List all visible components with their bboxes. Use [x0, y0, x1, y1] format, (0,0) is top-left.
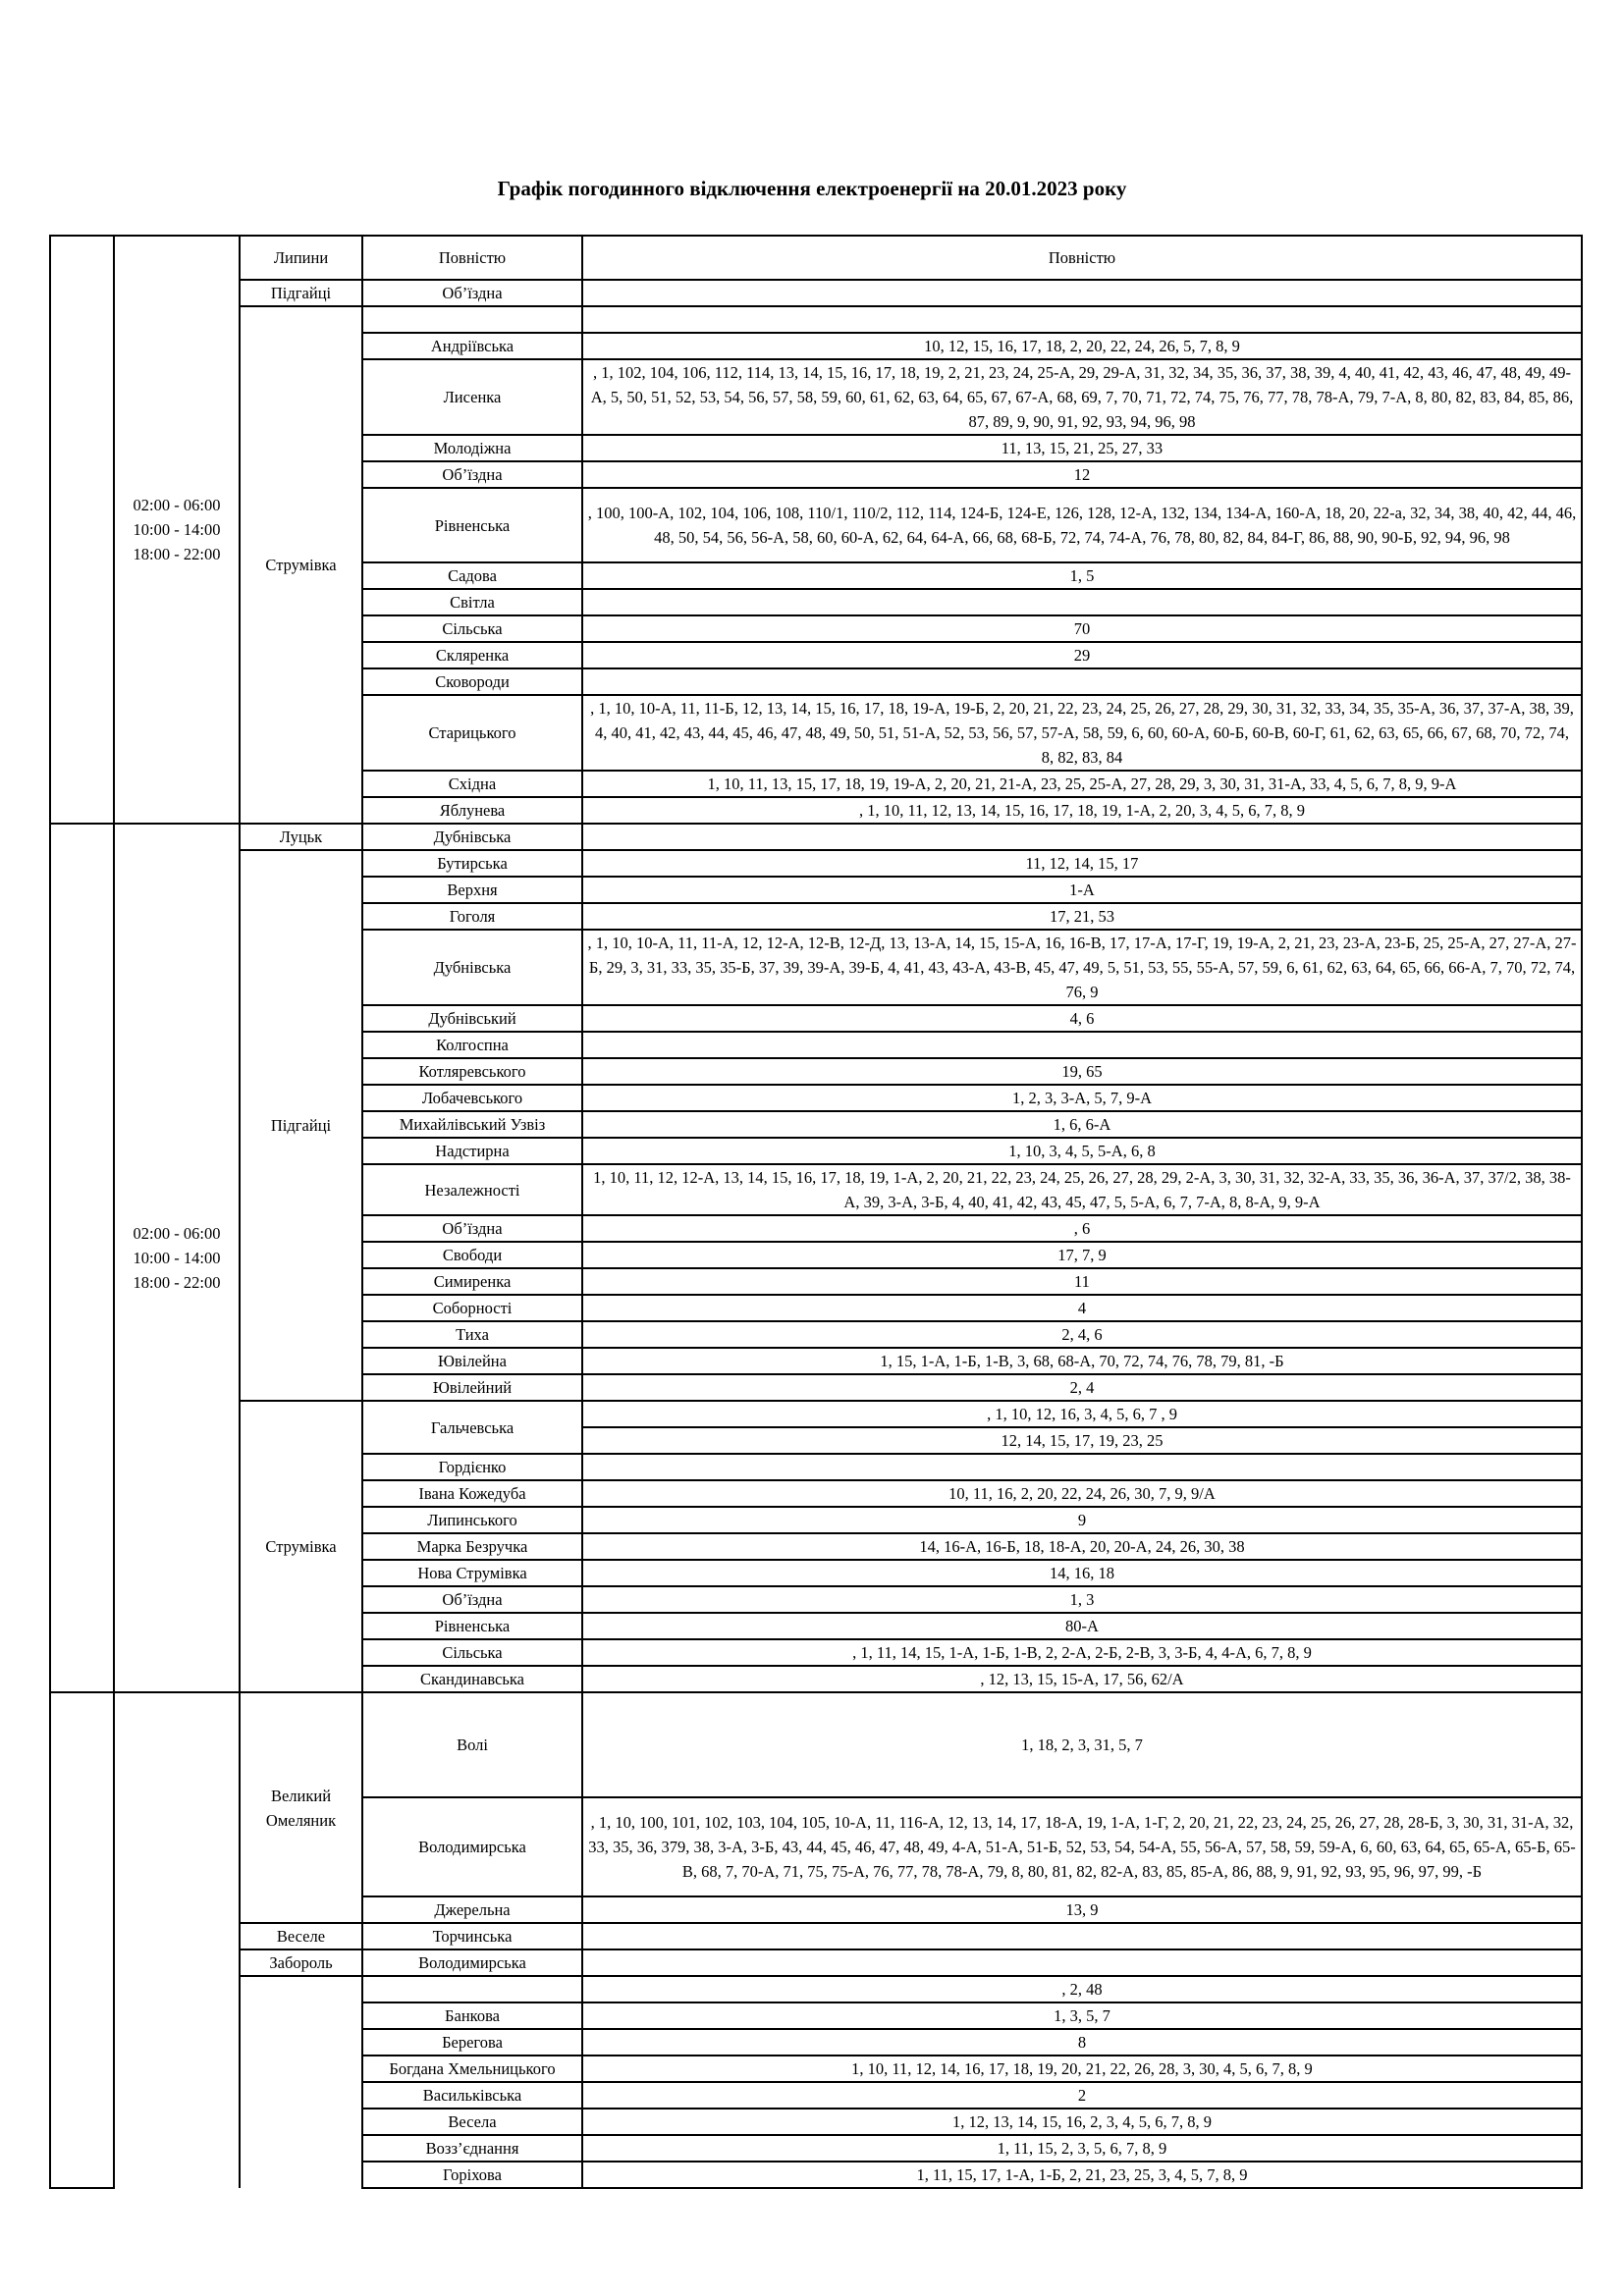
- page-title: Графік погодинного відключення електроенергії на 20.01.2023 року: [497, 177, 1127, 200]
- house-numbers-cell: , 2, 48: [582, 1976, 1582, 2002]
- street-cell: Соборності: [362, 1295, 582, 1321]
- house-numbers-cell: 1, 5: [582, 562, 1582, 589]
- village-cell: [240, 1976, 362, 2188]
- street-cell: Лобачевського: [362, 1085, 582, 1111]
- index-cell: [50, 824, 114, 1692]
- house-numbers-cell: [582, 1032, 1582, 1058]
- street-cell: Нова Струмівка: [362, 1560, 582, 1586]
- street-cell: Дубнівська: [362, 930, 582, 1005]
- house-numbers-cell: 8: [582, 2029, 1582, 2056]
- street-cell: Весела: [362, 2109, 582, 2135]
- house-numbers-cell: 1, 18, 2, 3, 31, 5, 7: [582, 1692, 1582, 1797]
- street-cell: Тиха: [362, 1321, 582, 1348]
- table-row: [50, 236, 1582, 280]
- house-numbers-cell: , 1, 10, 11, 12, 13, 14, 15, 16, 17, 18, 19, 1-А, 2, 20, 3, 4, 5, 6, 7, 8, 9: [582, 797, 1582, 824]
- street-cell: Яблунева: [362, 797, 582, 824]
- street-cell: Старицького: [362, 695, 582, 771]
- street-cell: Свободи: [362, 1242, 582, 1268]
- village-cell: Липини: [240, 236, 362, 280]
- village-cell: Струмівка: [240, 306, 362, 824]
- house-numbers-cell: [582, 1949, 1582, 1976]
- house-numbers-cell: 1, 2, 3, 3-А, 5, 7, 9-А: [582, 1085, 1582, 1111]
- house-numbers-cell: 14, 16, 18: [582, 1560, 1582, 1586]
- house-numbers-cell: [582, 668, 1582, 695]
- street-cell: Симиренка: [362, 1268, 582, 1295]
- house-numbers-cell: , 1, 10, 100, 101, 102, 103, 104, 105, 10-А, 11, 116-А, 12, 13, 14, 17, 18-А, 19, 1-А, 1-Г, 2, 20, 21, 22, 23, 24, 25, 26, 27, 28, 28-Б, 3, 30, 31, 31-А, 32, 33, 35, 36, 379, 38, 3-А, 3-Б, 43, 44, 45, 46, 47, 48, 49, 4-А, 51-А, 51-Б, 52, 53, 54, 54-А, 55, 56-А, 57, 58, 59, 59-А, 6, 60, 63, 64, 65, 65-А, 65-Б, 65-В, 68, 7, 70-А, 71, 75, 75-А, 76, 77, 78, 78-А, 79, 8, 80, 81, 82, 82-А, 83, 85, 85-А, 86, 88, 9, 91, 92, 93, 95, 96, 97, 99, -Б: [582, 1797, 1582, 1896]
- house-numbers-cell: 11: [582, 1268, 1582, 1295]
- street-cell: Лисенка: [362, 359, 582, 435]
- street-cell: Волі: [362, 1692, 582, 1797]
- village-cell: Веселе: [240, 1923, 362, 1949]
- house-numbers-cell: 1, 10, 3, 4, 5, 5-А, 6, 8: [582, 1138, 1582, 1164]
- street-cell: Сковороди: [362, 668, 582, 695]
- street-cell: Рівненська: [362, 488, 582, 562]
- time-range-cell: 02:00 - 06:00 10:00 - 14:00 18:00 - 22:00: [114, 236, 240, 824]
- village-cell: Струмівка: [240, 1401, 362, 1692]
- house-numbers-cell: 1, 11, 15, 17, 1-А, 1-Б, 2, 21, 23, 25, 3, 4, 5, 7, 8, 9: [582, 2162, 1582, 2188]
- house-numbers-cell: [582, 589, 1582, 615]
- house-numbers-cell: , 1, 11, 14, 15, 1-А, 1-Б, 1-В, 2, 2-А, 2-Б, 2-В, 3, 3-Б, 4, 4-А, 6, 7, 8, 9: [582, 1639, 1582, 1666]
- house-numbers-cell: 70: [582, 615, 1582, 642]
- house-numbers-cell: 10, 12, 15, 16, 17, 18, 2, 20, 22, 24, 26, 5, 7, 8, 9: [582, 333, 1582, 359]
- house-numbers-cell: [582, 1923, 1582, 1949]
- street-cell: [362, 1976, 582, 2002]
- street-cell: Сільська: [362, 615, 582, 642]
- street-cell: Надстирна: [362, 1138, 582, 1164]
- house-numbers-cell: 1, 3: [582, 1586, 1582, 1613]
- street-cell: Об’їздна: [362, 1215, 582, 1242]
- house-numbers-cell: , 1, 10, 12, 16, 3, 4, 5, 6, 7 , 9: [582, 1401, 1582, 1427]
- house-numbers-cell: 11, 13, 15, 21, 25, 27, 33: [582, 435, 1582, 461]
- street-cell: Об’їздна: [362, 461, 582, 488]
- street-cell: Сільська: [362, 1639, 582, 1666]
- time-range-cell: 02:00 - 06:00 10:00 - 14:00 18:00 - 22:00: [114, 824, 240, 1692]
- village-cell: Підгайці: [240, 850, 362, 1401]
- street-cell: Світла: [362, 589, 582, 615]
- house-numbers-cell: 1, 12, 13, 14, 15, 16, 2, 3, 4, 5, 6, 7, 8, 9: [582, 2109, 1582, 2135]
- street-cell: Богдана Хмельницького: [362, 2056, 582, 2082]
- house-numbers-cell: 2: [582, 2082, 1582, 2109]
- table-row: [50, 1949, 1582, 1976]
- house-numbers-cell: 17, 7, 9: [582, 1242, 1582, 1268]
- street-cell: Васильківська: [362, 2082, 582, 2109]
- house-numbers-cell: 19, 65: [582, 1058, 1582, 1085]
- street-cell: Банкова: [362, 2002, 582, 2029]
- house-numbers-cell: , 6: [582, 1215, 1582, 1242]
- street-cell: Гальчевська: [362, 1401, 582, 1454]
- street-cell: Скандинавська: [362, 1666, 582, 1692]
- street-cell: Верхня: [362, 877, 582, 903]
- house-numbers-cell: [582, 1454, 1582, 1480]
- street-cell: Джерельна: [362, 1896, 582, 1923]
- street-cell: Об’їздна: [362, 280, 582, 306]
- house-numbers-cell: , 100, 100-А, 102, 104, 106, 108, 110/1, 110/2, 112, 114, 124-Б, 124-Е, 126, 128, 12-А, 132, 134, 134-А, 160-А, 18, 20, 22-а, 32, 34, 38, 40, 42, 44, 46, 48, 50, 54, 56, 56-А, 58, 60, 60-А, 62, 64, 64-А, 66, 68, 68-Б, 72, 74, 74-А, 76, 78, 80, 82, 84, 84-Г, 86, 88, 90, 90-Б, 92, 94, 96, 98: [582, 488, 1582, 562]
- time-range-cell: [114, 1692, 240, 2188]
- house-numbers-cell: 12, 14, 15, 17, 19, 23, 25: [582, 1427, 1582, 1454]
- house-numbers-cell: 1, 15, 1-А, 1-Б, 1-В, 3, 68, 68-А, 70, 72, 74, 76, 78, 79, 81, -Б: [582, 1348, 1582, 1374]
- street-cell: Гордієнко: [362, 1454, 582, 1480]
- house-numbers-cell: 1, 11, 15, 2, 3, 5, 6, 7, 8, 9: [582, 2135, 1582, 2162]
- street-cell: Михайлівський Узвіз: [362, 1111, 582, 1138]
- house-numbers-cell: 4, 6: [582, 1005, 1582, 1032]
- house-numbers-cell: 12: [582, 461, 1582, 488]
- table-row: [50, 1923, 1582, 1949]
- house-numbers-cell: , 1, 10, 10-А, 11, 11-Б, 12, 13, 14, 15, 16, 17, 18, 19-А, 19-Б, 2, 20, 21, 22, 23, 24, 25, 26, 27, 28, 29, 30, 31, 32, 33, 34, 35, 35-А, 36, 37, 37-А, 38, 39, 4, 40, 41, 42, 43, 44, 45, 46, 47, 48, 49, 50, 51, 51-А, 52, 53, 56, 57, 57-А, 58, 59, 6, 60, 60-А, 60-Б, 60-В, 60-Г, 61, 62, 63, 65, 66, 67, 68, 70, 72, 74, 8, 82, 83, 84: [582, 695, 1582, 771]
- house-numbers-cell: 2, 4, 6: [582, 1321, 1582, 1348]
- street-cell: Рівненська: [362, 1613, 582, 1639]
- house-numbers-cell: 4: [582, 1295, 1582, 1321]
- house-numbers-cell: 1-А: [582, 877, 1582, 903]
- house-numbers-cell: , 1, 10, 10-А, 11, 11-А, 12, 12-А, 12-В, 12-Д, 13, 13-А, 14, 15, 15-А, 16, 16-В, 17, 17-А, 17-Г, 19, 19-А, 2, 21, 23, 23-А, 23-Б, 25, 25-А, 27, 27-А, 27-Б, 29, 3, 31, 33, 35, 35-Б, 37, 39, 39-А, 39-Б, 4, 41, 43, 43-А, 43-В, 45, 47, 49, 5, 51, 53, 55, 55-А, 57, 59, 6, 61, 62, 63, 64, 65, 66, 66-А, 7, 70, 72, 74, 76, 9: [582, 930, 1582, 1005]
- street-cell: Гоголя: [362, 903, 582, 930]
- index-cell: [50, 236, 114, 824]
- street-cell: Східна: [362, 771, 582, 797]
- table-row: [50, 850, 1582, 877]
- house-numbers-cell: 10, 11, 16, 2, 20, 22, 24, 26, 30, 7, 9, 9/А: [582, 1480, 1582, 1507]
- house-numbers-cell: 80-А: [582, 1613, 1582, 1639]
- street-cell: Ювілейний: [362, 1374, 582, 1401]
- street-cell: Берегова: [362, 2029, 582, 2056]
- street-cell: Котляревського: [362, 1058, 582, 1085]
- house-numbers-cell: 1, 10, 11, 13, 15, 17, 18, 19, 19-А, 2, 20, 21, 21-А, 23, 25, 25-А, 27, 28, 29, 3, 30, 31, 31-А, 33, 4, 5, 6, 7, 8, 9, 9-А: [582, 771, 1582, 797]
- house-numbers-cell: [582, 306, 1582, 333]
- table-row: [50, 824, 1582, 850]
- house-numbers-cell: [582, 824, 1582, 850]
- street-cell: Ювілейна: [362, 1348, 582, 1374]
- table-row: [50, 306, 1582, 333]
- street-cell: Дубнівська: [362, 824, 582, 850]
- house-numbers-cell: 13, 9: [582, 1896, 1582, 1923]
- house-numbers-cell: 1, 10, 11, 12, 14, 16, 17, 18, 19, 20, 21, 22, 26, 28, 3, 30, 4, 5, 6, 7, 8, 9: [582, 2056, 1582, 2082]
- village-cell: Великий Омеляник: [240, 1692, 362, 1923]
- house-numbers-cell: 1, 10, 11, 12, 12-А, 13, 14, 15, 16, 17, 18, 19, 1-А, 2, 20, 21, 22, 23, 24, 25, 26, 27, 28, 29, 2-А, 3, 30, 31, 32, 32-А, 33, 35, 36, 36-А, 37, 37/2, 38, 38-А, 39, 3-А, 3-Б, 4, 40, 41, 42, 43, 45, 47, 5, 5-А, 6, 7, 7-А, 8, 8-А, 9, 9-А: [582, 1164, 1582, 1215]
- street-cell: Об’їздна: [362, 1586, 582, 1613]
- outage-schedule-table: [49, 235, 1583, 2189]
- street-cell: Володимирська: [362, 1797, 582, 1896]
- house-numbers-cell: 2, 4: [582, 1374, 1582, 1401]
- street-cell: Незалежності: [362, 1164, 582, 1215]
- house-numbers-cell: 11, 12, 14, 15, 17: [582, 850, 1582, 877]
- street-cell: Івана Кожедуба: [362, 1480, 582, 1507]
- house-numbers-cell: , 12, 13, 15, 15-А, 17, 56, 62/А: [582, 1666, 1582, 1692]
- house-numbers-cell: 14, 16-А, 16-Б, 18, 18-А, 20, 20-А, 24, 26, 30, 38: [582, 1533, 1582, 1560]
- house-numbers-cell: 29: [582, 642, 1582, 668]
- table-row: [50, 1401, 1582, 1427]
- street-cell: Бутирська: [362, 850, 582, 877]
- street-cell: Торчинська: [362, 1923, 582, 1949]
- street-cell: Дубнівський: [362, 1005, 582, 1032]
- street-cell: Горіхова: [362, 2162, 582, 2188]
- street-cell: Липинського: [362, 1507, 582, 1533]
- table-row: [50, 1976, 1582, 2002]
- street-cell: Скляренка: [362, 642, 582, 668]
- house-numbers-cell: 9: [582, 1507, 1582, 1533]
- house-numbers-cell: 17, 21, 53: [582, 903, 1582, 930]
- street-cell: [362, 306, 582, 333]
- street-cell: Колгоспна: [362, 1032, 582, 1058]
- house-numbers-cell: 1, 3, 5, 7: [582, 2002, 1582, 2029]
- street-cell: Повністю: [362, 236, 582, 280]
- index-cell: [50, 1692, 114, 2188]
- street-cell: Володимирська: [362, 1949, 582, 1976]
- table-row: [50, 1692, 1582, 1797]
- street-cell: Возз’єднання: [362, 2135, 582, 2162]
- house-numbers-cell: 1, 6, 6-А: [582, 1111, 1582, 1138]
- table-row: [50, 280, 1582, 306]
- village-cell: Луцьк: [240, 824, 362, 850]
- street-cell: Садова: [362, 562, 582, 589]
- street-cell: Молодіжна: [362, 435, 582, 461]
- house-numbers-cell: Повністю: [582, 236, 1582, 280]
- street-cell: Марка Безручка: [362, 1533, 582, 1560]
- house-numbers-cell: , 1, 102, 104, 106, 112, 114, 13, 14, 15, 16, 17, 18, 19, 2, 21, 23, 24, 25-А, 29, 29-А, 31, 32, 34, 35, 36, 37, 38, 39, 4, 40, 41, 42, 43, 46, 47, 48, 49, 49-А, 5, 50, 51, 52, 53, 54, 56, 57, 58, 59, 60, 61, 62, 63, 64, 65, 67, 67-А, 68, 69, 7, 70, 71, 72, 74, 75, 76, 77, 78, 78-А, 79, 7-А, 8, 80, 82, 83, 84, 85, 86, 87, 89, 9, 90, 91, 92, 93, 94, 96, 98: [582, 359, 1582, 435]
- village-cell: Підгайці: [240, 280, 362, 306]
- village-cell: Забороль: [240, 1949, 362, 1976]
- street-cell: Андріївська: [362, 333, 582, 359]
- house-numbers-cell: [582, 280, 1582, 306]
